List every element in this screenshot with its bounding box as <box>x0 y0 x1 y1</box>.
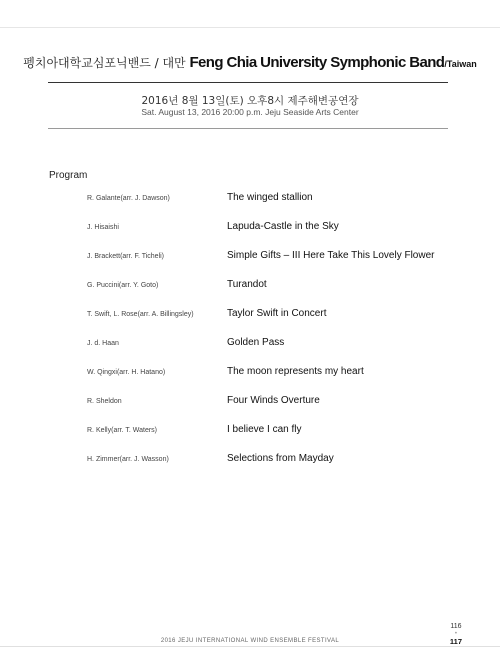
festival-footer: 2016 JEJU INTERNATIONAL WIND ENSEMBLE FESTIVAL <box>160 638 340 644</box>
program-item <box>0 452 500 481</box>
composer: W. Qingxi(arr. H. Hatano) <box>87 369 166 376</box>
work-title: Selections from Mayday <box>227 453 334 464</box>
program-item <box>0 278 500 307</box>
concert-date-english: Sat. August 13, 2016 20:00 p.m. Jeju Seaside Arts Center <box>141 107 359 117</box>
page-number-left: 116 <box>450 623 462 630</box>
work-title: Taylor Swift in Concert <box>227 308 327 319</box>
page-title <box>0 54 500 72</box>
page-number-right: 117 <box>449 637 462 646</box>
program-item <box>0 336 500 365</box>
composer: G. Puccini(arr. Y. Goto) <box>87 282 159 289</box>
program-item <box>0 365 500 394</box>
program-item <box>0 307 500 336</box>
program-item <box>0 249 500 278</box>
composer: J. d. Haan <box>87 340 119 347</box>
composer: T. Swift, L. Rose(arr. A. Billingsley) <box>87 311 194 318</box>
program-item <box>0 191 500 220</box>
composer: J. Brackett(arr. F. Ticheli) <box>87 253 165 260</box>
title-english: Feng Chia University Symphonic Band <box>189 54 445 71</box>
work-title: Turandot <box>227 279 267 290</box>
work-title: Lapuda-Castle in the Sky <box>227 221 339 232</box>
concert-date-korean: 2016년 8월 13일(토) 오후8시 제주해변공연장 <box>141 95 359 107</box>
title-korean: 펭치아대학교심포닉밴드 / 대만 <box>23 56 190 70</box>
date-divider <box>48 128 448 129</box>
program-heading: Program <box>49 170 88 181</box>
program-item <box>0 423 500 452</box>
footer-divider <box>0 646 500 647</box>
program-item <box>0 220 500 249</box>
header-divider <box>48 82 448 83</box>
composer: H. Zimmer(arr. J. Wasson) <box>87 456 169 463</box>
title-country: /Taiwan <box>444 59 477 69</box>
work-title: Golden Pass <box>227 337 285 348</box>
top-divider <box>0 27 500 28</box>
program-list <box>0 191 500 481</box>
composer: R. Kelly(arr. T. Waters) <box>87 427 158 434</box>
work-title: The winged stallion <box>227 192 313 203</box>
work-title: I believe I can fly <box>227 424 302 435</box>
composer: R. Sheldon <box>87 398 122 405</box>
work-title: Four Winds Overture <box>227 395 320 406</box>
work-title: Simple Gifts – III Here Take This Lovely Flower <box>227 250 435 261</box>
work-title: The moon represents my heart <box>227 366 364 377</box>
page-separator-dot: • <box>454 631 457 637</box>
composer: J. Hisaishi <box>87 224 119 231</box>
program-item <box>0 394 500 423</box>
composer: R. Galante(arr. J. Dawson) <box>87 195 170 202</box>
